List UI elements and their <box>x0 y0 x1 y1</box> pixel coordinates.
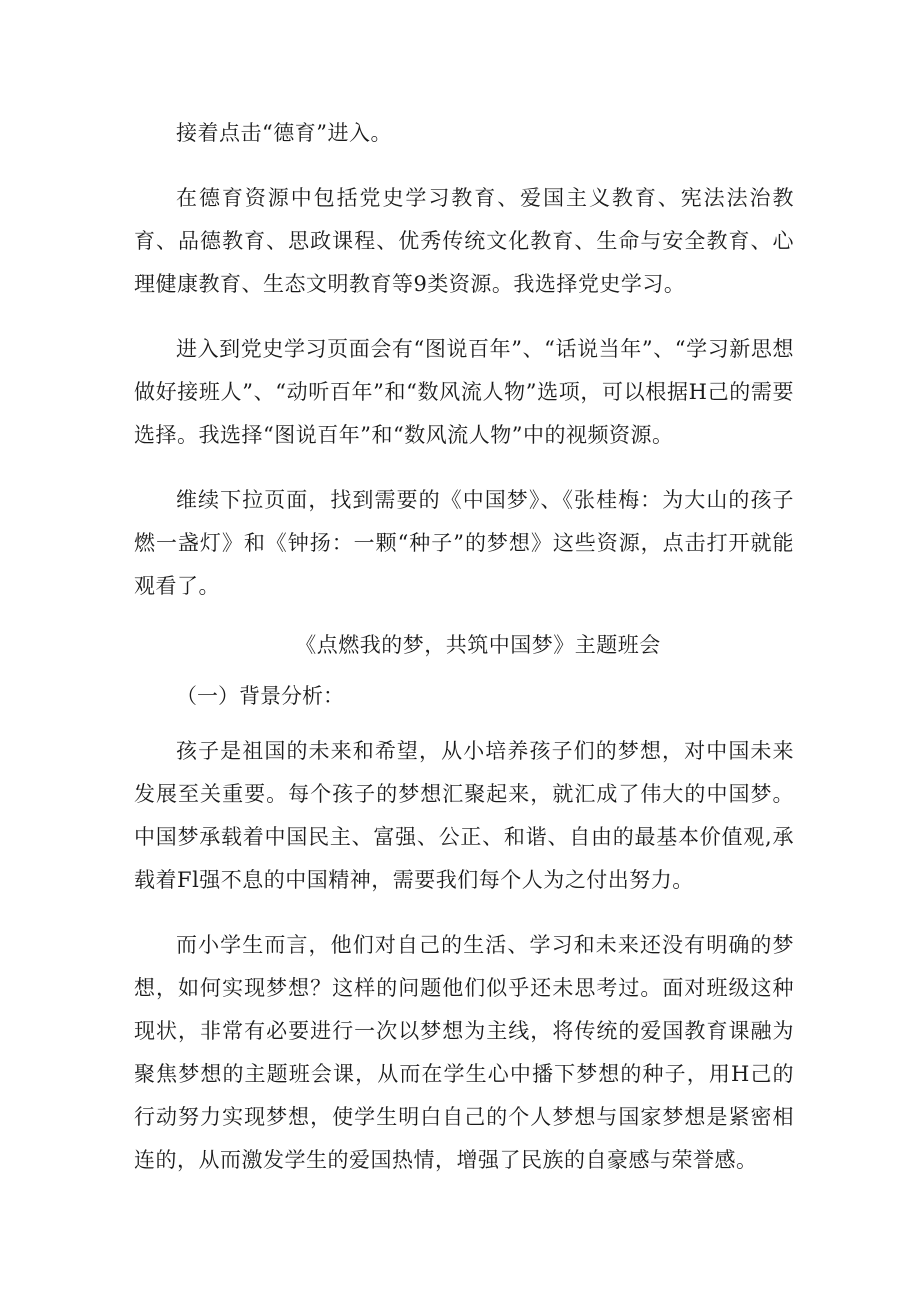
class-meeting-title: 《点燃我的梦，共筑中国梦》主题班会 <box>295 633 661 657</box>
document-page <box>134 112 794 1204</box>
paragraph-party-history-options: 进入到党史学习页面会有“图说百年”、“话说当年”、“学习新思想做好接班人”、“动听百年”和“数风流人物”选项，可以根据H己的需要选择。我选择“图说百年”和“数风流人物”中的视频资源。 <box>134 337 794 447</box>
paragraph-scroll-resources: 维续下拉页面，找到需要的《中国梦》、《张桂梅：为大山的孩子燃一盏灯》和《钟扬：一颗“种子”的梦想》这些资源，点击打开就能观看了。 <box>134 488 794 598</box>
paragraph-click-moral: 接着点击“德育”进入。 <box>176 121 392 145</box>
section-heading-background: （一）背景分析： <box>176 684 344 708</box>
paragraph-pupils-situation: 而小学生而言，他们对自己的生活、学习和未来还没有明确的梦想，如何实现梦想？这样的问题他们似乎还未思考过。面对班级这种现状，非常有必要进行一次以梦想为主线，将传统的爱国教育课融为聚焦梦想的主题班会课，从而在学生心中播下梦想的种子，用H己的行动努力实现梦想，使学生明白自己的个人梦想与国家梦想是紧密相连的，从而激发学生的爱国热情，增强了民族的自豪感与荣誉感。 <box>134 933 794 1172</box>
paragraph-resource-types: 在德育资源中包括党史学习教育、爱国主义教育、宪法法治教育、品德教育、思政课程、优秀传统文化教育、生命与安全教育、心理健康教育、生态文明教育等9类资源。我选择党史学习。 <box>134 186 794 296</box>
paragraph-children-dreams: 孩子是祖国的未来和希望，从小培养孩子们的梦想，对中国未来发展至关重要。每个孩子的梦想汇聚起来，就汇成了伟大的中国梦。中国梦承载着中国民主、富强、公正、和谐、自由的最基本价值观,承载着Fl强不息的中国精神，需要我们每个人为之付出努力。 <box>134 739 794 892</box>
